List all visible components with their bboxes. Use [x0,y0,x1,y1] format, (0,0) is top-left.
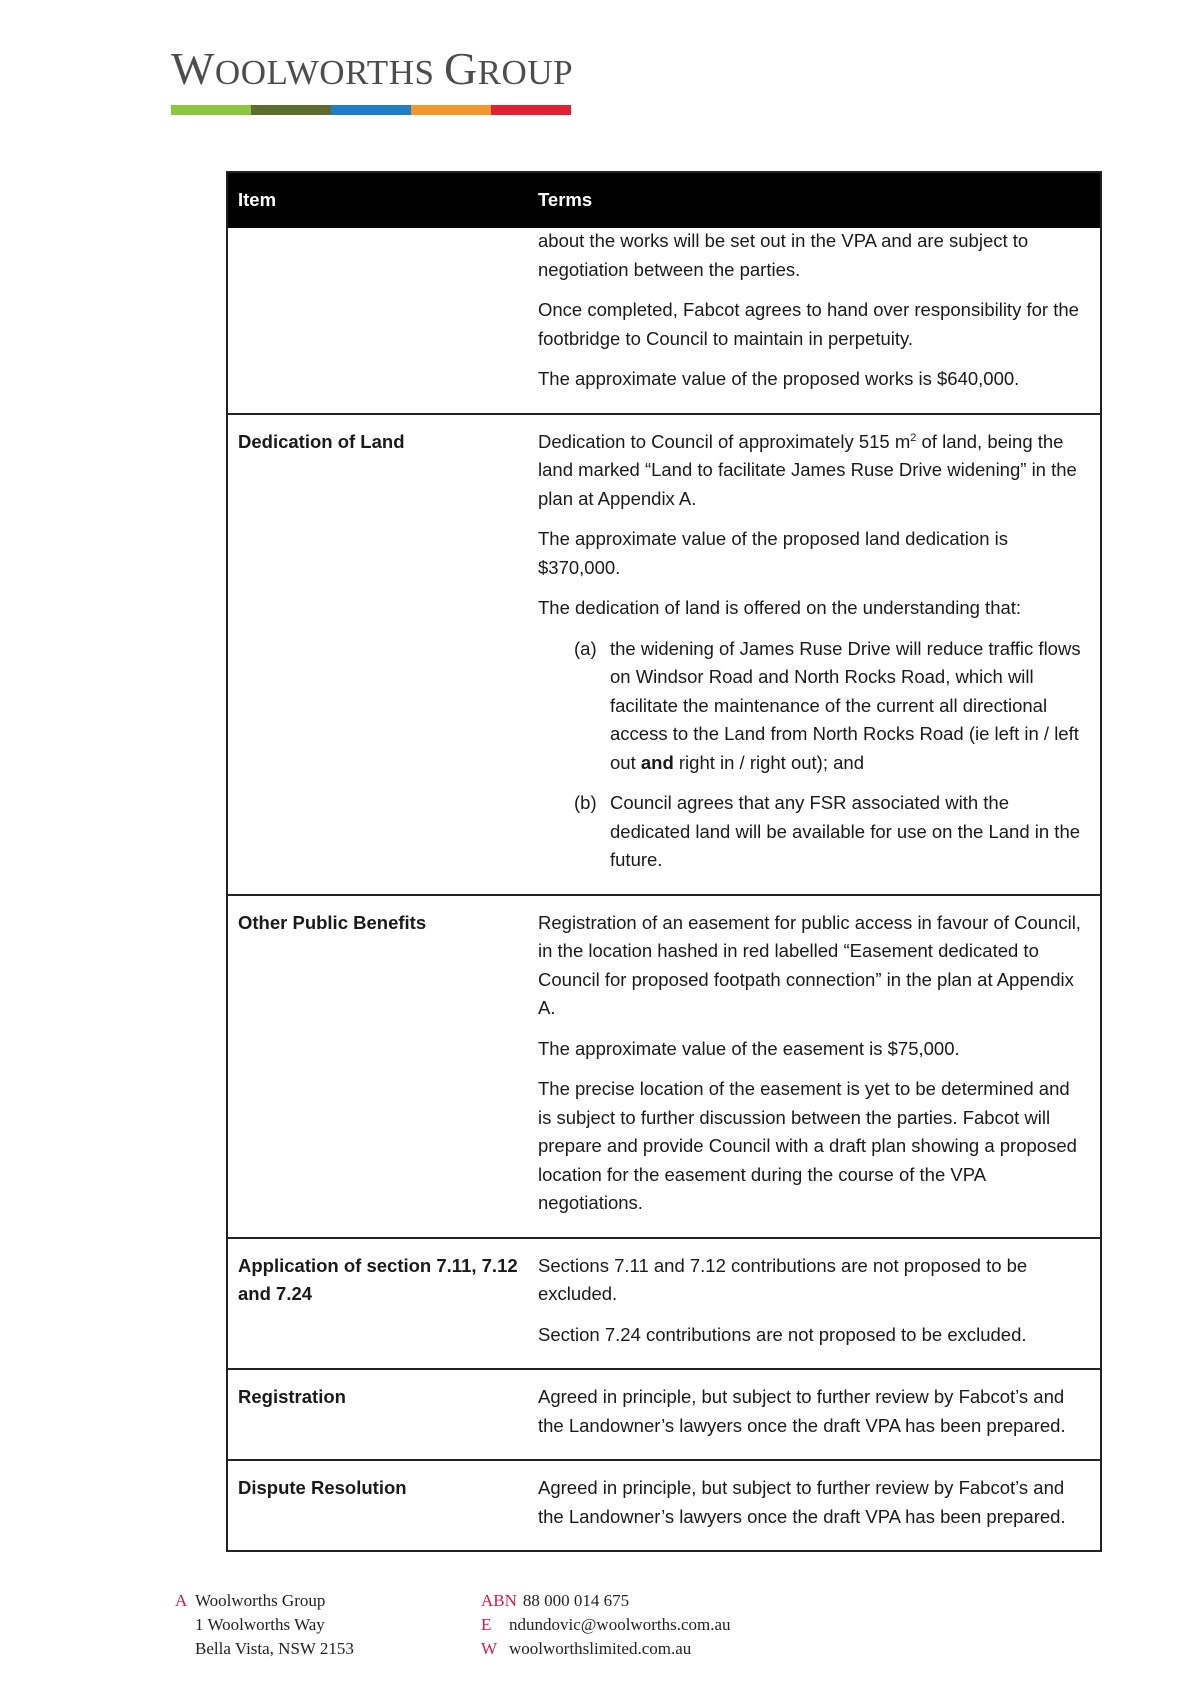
terms-paragraph: Section 7.24 contributions are not proposed to be excluded. [538,1323,1027,1345]
terms-paragraph: The precise location of the easement is yet to be determined and is subject to further discussion between the parties. Fabcot will prepare and provide Council with a draft plan showing a proposed location for the easement during the course of the VPA negotiations. [538,1078,1077,1213]
logo-bar-segment [411,105,491,115]
terms-cell [528,895,1101,1238]
logo-word-1: OOLWORTHS [214,53,435,92]
terms-paragraph: Registration of an easement for public access in favour of Council, in the location hashed in red labelled “Easement dedicated to Council for proposed footpath connection” in the plan at Appendix A. [538,911,1081,1018]
email-link[interactable]: ndundovic@woolworths.com.au [509,1615,731,1634]
terms-paragraph: The approximate value of the easement is $75,000. [538,1037,960,1059]
address-line: Woolworths Group [195,1591,326,1610]
abn-value: 88 000 014 675 [522,1591,630,1610]
sub-clause-b [574,789,1084,875]
address-line: 1 Woolworths Way [195,1615,325,1634]
footer-address [175,1589,354,1661]
web-marker: W [481,1639,498,1658]
bold-text: and [640,751,674,773]
abn-label: ABN [481,1591,517,1610]
terms-paragraph: Sections 7.11 and 7.12 contributions are not proposed to be excluded. [538,1254,1028,1304]
text-run: right in / right out); and [673,751,864,773]
item-label: Application of section 7.11, 7.12 and 7.24 [227,1238,528,1370]
address-marker: A [175,1591,188,1610]
table-row-continuation [227,228,1101,414]
terms-cell [528,414,1101,895]
terms-paragraph: Agreed in principle, but subject to further review by Fabcot’s and the Landowner’s lawyers once the draft VPA has been prepared. [538,1386,1066,1436]
sub-clause-label: (a) [574,637,597,659]
logo-word-2: ROUP [477,53,574,92]
superscript: 2 [910,431,917,444]
terms-cell [528,228,1101,414]
terms-paragraph: The approximate value of the proposed land dedication is $370,000. [538,528,1008,578]
item-label: Dispute Resolution [227,1460,528,1551]
table-row-application [227,1238,1101,1370]
logo-initial-1: W [171,43,215,94]
terms-paragraph [538,428,1084,514]
terms-cell [528,1369,1101,1460]
table-row-registration [227,1369,1101,1460]
terms-cell [528,1238,1101,1370]
logo-color-bar [171,105,571,115]
table-row-other-benefits [227,895,1101,1238]
header-terms: Terms [528,172,1101,228]
table-header-row [227,172,1101,228]
sub-clause-a [574,635,1084,778]
address-line: Bella Vista, NSW 2153 [195,1639,354,1658]
table-row-dedication [227,414,1101,895]
item-label: Registration [227,1369,528,1460]
logo-bar-segment [331,105,411,115]
item-label: Dedication of Land [227,414,528,895]
text-run: of land, being the land marked “Land to facilitate James Ruse Drive widening” in the plan at Appendix A. [538,430,1077,509]
header-item: Item [227,172,528,228]
terms-table [226,171,1102,1552]
logo-wordmark [171,43,574,94]
logo-bar-segment [251,105,331,115]
company-logo [171,43,574,115]
text-run: Dedication to Council of approximately 515 m [538,430,911,452]
terms-paragraph: Once completed, Fabcot agrees to hand over responsibility for the footbridge to Council to maintain in perpetuity. [538,299,1079,349]
logo-initial-2: G [443,43,478,94]
text-run: the widening of James Ruse Drive will reduce traffic flows on Windsor Road and North Rocks Road, which will facilitate the maintenance of the current all directional access to the Land from North Rocks Road (ie left in / left out [610,637,1081,773]
terms-paragraph: Agreed in principle, but subject to further review by Fabcot’s and the Landowner’s lawyers once the draft VPA has been prepared. [538,1477,1066,1527]
terms-paragraph: The dedication of land is offered on the understanding that: [538,597,1022,618]
item-cell-empty [227,228,528,414]
terms-paragraph: about the works will be set out in the VPA and are subject to negotiation between the parties. [538,230,1029,280]
terms-cell [528,1460,1101,1551]
item-label: Other Public Benefits [227,895,528,1238]
sub-clause-label: (b) [574,792,597,813]
table-row-dispute [227,1460,1101,1551]
sub-clause-text: Council agrees that any FSR associated with the dedicated land will be available for use on the Land in the future. [610,792,1081,870]
website-link[interactable]: woolworthslimited.com.au [509,1639,692,1658]
logo-bar-segment [491,105,571,115]
terms-paragraph: The approximate value of the proposed works is $640,000. [538,368,1020,389]
sub-clause-text [610,635,1084,778]
logo-bar-segment [171,105,251,115]
footer-contact [481,1589,731,1661]
email-marker: E [481,1615,492,1634]
